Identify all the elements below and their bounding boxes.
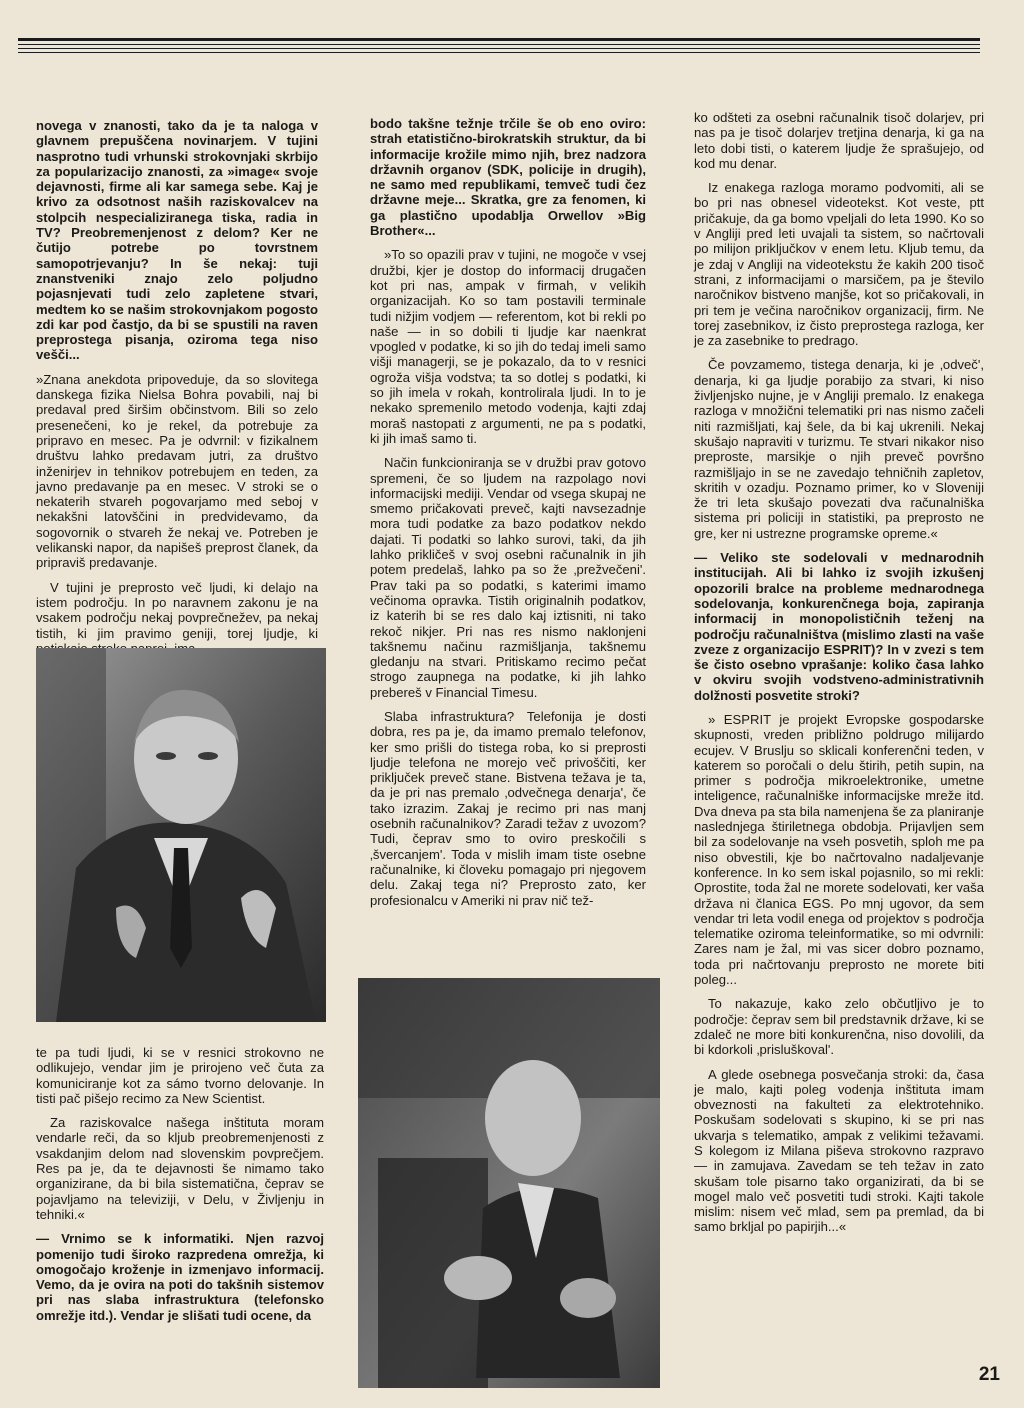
paragraph: »To so opazili prav v tujini, ne mogoče v vsej družbi, kjer je dostop do informacij drugačen kot pri nas, ampak v firmah, v velikih organizacijah. Ko so tam postavili terminale tudi nižjim vodjem — referentom, kot bi rekli po naše — in so dobili ti ljudje kar naenkrat vpogled v podatke, ki so jih do tedaj imeli samo višji managerji, se je pokazalo, da to v resnici ogroža višja vodstva; ta so dotlej s podatki, ki so jih imela v rokah, kontrolirala ljudi. In to je nekako spremenilo metodo vodenja, kajti zdaj moraš nastopati z argumenti, ne pa s podatki, ki jih imaš samo ti. [370,247,646,446]
paragraph: Za raziskovalce našega inštituta moram vendarle reči, da so kljub preobremenjenosti z vsakdanjim delom nad slovenskim povprečjem. Res pa je, da te dejavnosti še nimamo tako organizirane, da bi bila sistematična, čeprav se pojavljamo na televiziji, v Delu, v Življenju in tehniki.« [36,1115,324,1222]
paragraph: »Znana anekdota pripoveduje, da so slovitega danskega fizika Nielsa Bohra povabili, naj bi predaval pred širšim občinstvom. Bili so zelo presenečeni, ko je rekel, da potrebuje za pripravo en mesec. Pa je odvrnil: v fizikalnem društvu lahko predavam jutri, za društvo inženirjev in tehnikov potrebujem en teden, za javno predavanje pa en mesec. V stroki se o nekaterih stvareh pogovarjamo med seboj v nekakšni latovščini in predvidevamo, da sogovornik o stvareh že nekaj ve. Potreben je velikanski napor, da napišeš preprost članek, da pripraviš predavanje. [36,371,318,571]
paragraph: ko odšteti za osebni računalnik tisoč dolarjev, pri nas pa je tisoč dolarjev tretjina denarja, ki ga na leto dobi tisti, o katerem ljudje že sprašujejo, od kod mu denar. [694,110,984,171]
interview-question: — Vrnimo se k informatiki. Njen razvoj pomenijo tudi široko razpredena omrežja, ki omogočajo kroženje in izmenjavo informacij. Vemo, da je ovira na poti do takšnih sistemov pri nas slaba infrastruktura (telefonsko omrežje itd.). Vendar je slišati tudi ocene, da [36,1231,324,1323]
paragraph: Če povzamemo, tistega denarja, ki je ‚odveč', denarja, ki ga ljudje porabijo za stvari, ki niso življenjsko nujne, je v Angliji premalo. Iz enakega razloga v množični telematiki pri nas nismo začeli niti razmišljati, kaj šele, da bi kaj ukrenili. Nekaj skušajo napraviti v turizmu. Te stvari nikakor niso preproste, marsikje o njih preveč površno razmišljajo in se ne zavedajo tehničnih zapletov, skritih v ozadju. Poznamo primer, ko v Sloveniji že tri leta skušajo povezati dva računalniška sistema pri policiji in statistiki, pa preprosto ne gre, ker ni ustrezne programske opreme.« [694,357,984,541]
interview-question: bodo takšne težnje trčile še ob eno oviro: strah etatistično-birokratskih struktur, da bi informacije krožile mimo njih, brez nadzora državnih organov (SDK, policije in drugih), ne samo med republikami, temveč tudi čez državne meje... Skratka, gre za fenomen, ki ga plastično upodablja Orwellov »Big Brother«... [370,116,646,239]
paragraph: te pa tudi ljudi, ki se v resnici strokovno ne odlikujejo, vendar jim je prirojeno več čuta za komuniciranje kot za sámo tvorno delovanje. In tisti pač pišejo recimo za New Scientist. [36,1045,324,1106]
photo-seated-man [358,978,660,1388]
column-1-top [36,118,318,665]
paragraph: Način funkcioniranja se v družbi prav gotovo spremeni, če so ljudem na razpolago novi informacijski mediji. Vendar od vsega skupaj ne smemo pričakovati preveč, kajti navsezadnje mora tudi podatke za bazo podatkov nekdo dajati. Ti podatki so lahko surovi, taki, da jih lahko prikličeš v svoj osebni računalnik in jih potem predelaš, lahko pa so že ‚prežvečeni'. Prav taki pa so podatki, s katerimi imamo večinoma opravka. Tistih originalnih podatkov, iz katerih bi se res dalo kaj iztisniti, ni tako rekoč nikjer. Pri nas res nismo naklonjeni takšnemu načinu razmišljanja, takšnemu gledanju na stvari. Pritiskamo recimo pečat strogo zaupnega na podatke, ki jih lahko prebereš v Financial Timesu. [370,455,646,700]
paragraph: » ESPRIT je projekt Evropske gospodarske skupnosti, vreden približno poldrugo milijardo ecujev. V Bruslju so sklicali konferenčni teden, v katerem so poročali o delu štirih, petih supin, na primer s področja mikroelektronike, umetne inteligence, računalniške informacijske mreže itd. Dva dneva pa sta bila namenjena še za planiranje naslednjega štiriletnega obdobja. Prijavljen sem bil za sodelovanje na vseh posvetih, sploh me pa niso obvestili, kje bo načrtovalno nadaljevanje konference. In ko sem iskal pojasnilo, so mi rekli: Oprostite, toda žal ne morete sodelovati, ker vaša država ni članica EGS. Po mnj ugovor, da sem vendar tri leta vodil enega od projektov s področja telematike oziroma teleinformatike, so mi odvrnili: Zares nam je žal, mi vas sicer dobro poznamo, toda pri načrtovanju preprosto ne morete biti poleg... [694,711,984,988]
column-1-bottom [36,1045,324,1332]
portrait-photo [36,648,326,1022]
paragraph: Slaba infrastruktura? Telefonija je dosti dobra, res pa je, da imamo premalo telefonov, ker smo prišli do tistega roba, ko si preprosti ljudje telefona ne morejo več privoščiti, ker priključek preveč stane. Bistvena težava je ta, da je pri nas premalo ‚odvečnega denarja', če tako izrazim. Zakaj je recimo pri nas manj osebnih računalnikov? Zaradi težav z uvozom? Tudi, čeprav smo to oviro preskočili s ‚švercanjem'. Toda v mislih imam tiste osebne računalnike, ki človeku pomagajo pri njegovem delu. Zakaj tega ni? Preprosto zato, ker profesionalcu v Ameriki ni prav nič tež- [370,708,646,908]
interview-question: — Veliko ste sodelovali v mednarodnih institucijah. Ali bi lahko iz svojih izkušenj opozorili bralce na probleme mednarodnega sodelovanja, konkurenčnega boja, zapiranja informacij in monopolističnih teženj na področju računalništva (mislimo zlasti na vaše zveze z organizacijo ESPRIT)? In v zvezi s tem še čisto osebno vprašanje: koliko časa lahko v okviru svojih vodstveno-administrativnih dolžnosti posvetite stroki? [694,550,984,703]
column-3 [694,110,984,1244]
paragraph: V tujini je preprosto več ljudi, ki delajo na istem področju. In po naravnem zakonu je na vsakem področju nekaj povprečnežev, pa nekaj tistih, ki jim pravimo geniji, torej ljudje, ki [36,579,318,641]
paragraph: Iz enakega razloga moramo podvomiti, ali se bo pri nas obnesel videotekst. Kot veste, ptt pričakuje, da ga bomo vpeljali do leta 1990. Ko so v Angliji pred leti uvajali ta sistem, so načrtovali po milijon priključkov v enem letu. Kljub temu, da je zdaj v Angliji na videotekstu že kakih 200 tisoč strani, z informacijami o marsičem, pa je število naročnikov bistveno manjše, kot so pričakovali, in pri tem je večina naročnikov organizacij, firm. Ne torej zasebnikov, iz čisto preprostega razloga, ker je za zasebnike to predrago. [694,180,984,349]
interview-question: novega v znanosti, tako da je ta naloga v glavnem prepuščena novinarjem. V tujini nasprotno tudi vrhunski strokovnjaki skrbijo za popularizacijo znanosti, za »image« svoje dejavnosti, firme ali kar samega sebe. Kaj je krivo za odsotnost naših raziskovalcev na stolpcih nespecializiranega tiska, radia in TV? Preobremenjenost z delom? Ker ne čutijo potrebe po tovrstnem samopotrjevanju? In še nekaj: tuji znanstveniki znajo zelo poljudno pojasnjevati tudi zelo zapletene stvari, medtem ko se našim strokovnjakom pogosto zdi kar pod častjo, da bi se spustili na raven preprostega pisanja, oziroma tega niso vešči... [36,118,318,363]
paragraph: A glede osebnega posvečanja stroki: da, časa je malo, kajti poleg vodenja inštituta imam obveznosti na fakulteti za elektrotehniko. Poskušam sodelovati s skupino, ki se pri nas ukvarja s telematiko, ampak z velikimi težavami. S kolegom iz Milana piševa strokovno razpravo — in zamujava. Zavedam se teh težav in zato skušam tole pisarno tako organizirati, da bi se mogel malo več posvetiti tudi stroki. Kajti takole mislim: nisem več mlad, sem pa premlad, da bi samo brkljal po papirjih...« [694,1066,984,1235]
page-number: 21 [978,1364,1000,1385]
paragraph: To nakazuje, kako zelo občutljivo je to področje: čeprav sem bil predstavnik države, ki se zdaleč ne more biti konkurenčna, niso dovolili, da bi kdorkoli ‚prisluškoval'. [694,996,984,1058]
column-2-top [370,116,646,917]
